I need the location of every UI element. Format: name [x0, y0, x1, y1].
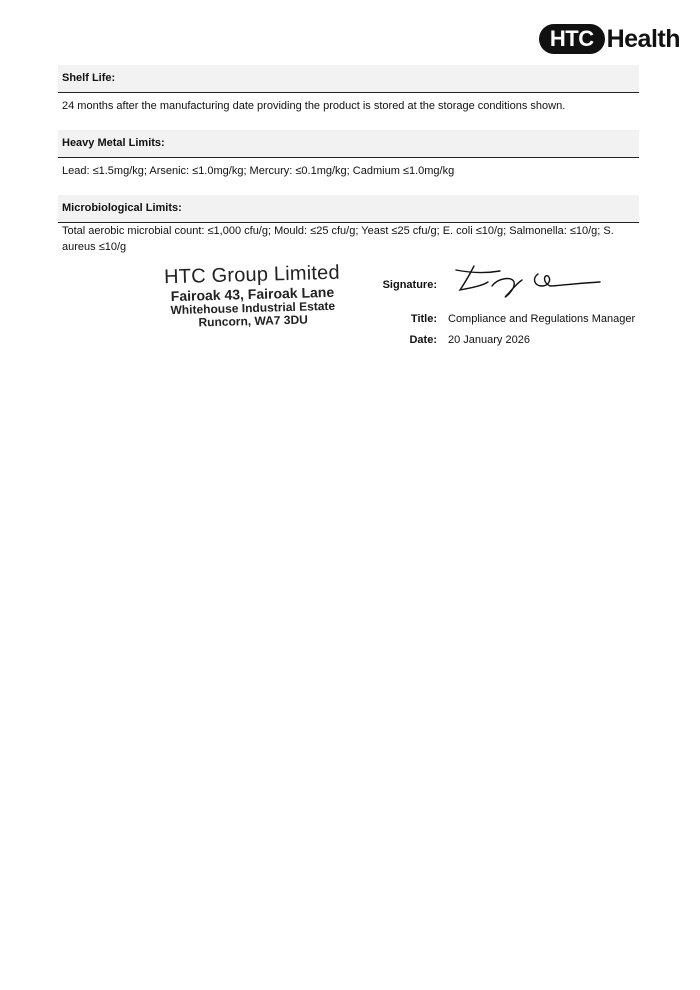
heavy-metal-section — [58, 130, 639, 179]
date-value: 20 January 2026 — [448, 334, 530, 346]
section-body: Lead: ≤1.5mg/kg; Arsenic: ≤1.0mg/kg; Mercury: ≤0.1mg/kg; Cadmium ≤1.0mg/kg — [62, 165, 455, 177]
section-heading: Microbiological Limits: — [58, 195, 639, 223]
date-label: Date: — [409, 334, 437, 346]
logo-badge: HTC — [539, 24, 605, 54]
section-heading: Shelf Life: — [58, 65, 639, 93]
section-heading: Heavy Metal Limits: — [58, 130, 639, 158]
stamp-line: Fairoak 43, Fairoak Lane — [170, 283, 335, 305]
logo-word: Health — [606, 24, 680, 53]
title-value: Compliance and Regulations Manager — [448, 313, 636, 325]
company-stamp — [159, 262, 346, 331]
handwritten-signature — [452, 262, 602, 304]
stamp-line: HTC Group Limited — [163, 261, 341, 289]
htc-health-logo — [539, 24, 680, 54]
signature-label: Signature: — [382, 279, 437, 291]
microbiological-section — [58, 195, 639, 255]
section-body: 24 months after the manufacturing date providing the product is stored at the storage conditions shown. — [62, 100, 566, 112]
stamp-line: Whitehouse Industrial Estate — [170, 298, 336, 318]
title-label: Title: — [410, 313, 437, 325]
shelf-life-section — [58, 65, 639, 114]
stamp-line: Runcorn, WA7 3DU — [198, 312, 308, 330]
section-body: Total aerobic microbial count: ≤1,000 cfu/g; Mould: ≤25 cfu/g; Yeast ≤25 cfu/g; E. coli ≤10/g; Salmonella: ≤10/g; S. aureus ≤10/g — [62, 225, 614, 253]
